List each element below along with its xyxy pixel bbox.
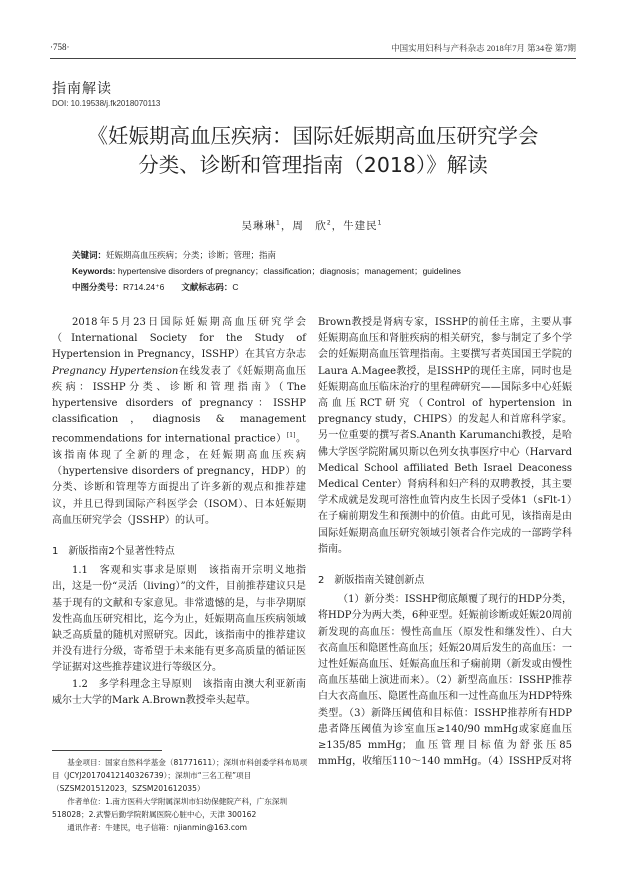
heading-section-1: 1 新版指南2个显著性特点 (52, 545, 175, 557)
footnote-funding: 基金项目：国家自然科学基金（81771611）；深圳市科创委学科布局项目（JCYJ20170412140326739）；深圳市“三名工程”项目（SZSM201512023，SZSM201612035） (52, 758, 308, 793)
author-3: ，牛建民 (331, 220, 378, 232)
doi: DOI: 10.19538/j.fk2018070113 (52, 99, 161, 108)
paragraph-1-2: 1.2 多学科理念主导原则 该指南由澳大利亚新南威尔士大学的Mark A.Brown教授牵头起草。 (52, 678, 306, 706)
page-number: ·758· (50, 42, 70, 52)
footnote-rule (52, 750, 162, 751)
section-label: 指南解读 (52, 81, 112, 97)
title-line-1: 《妊娠期高血压疾病：国际妊娠期高血压研究学会 (87, 124, 539, 148)
heading-section-2: 2 新版指南关键创新点 (318, 575, 425, 587)
author-2: ，周 欣 (280, 220, 327, 232)
footnotes (52, 756, 308, 834)
reference-marker[interactable]: [1] (286, 432, 296, 440)
author-3-affil: 1 (377, 219, 383, 227)
article-title (50, 122, 576, 180)
keywords-en: Keywords: hypertensive disorders of pregnancy；classification；diagnosis；management；guidelines (72, 266, 461, 276)
header-rule (50, 58, 576, 59)
right-column (318, 315, 572, 770)
title-line-2: 分类、诊断和管理指南（2018）》解读 (138, 153, 488, 177)
author-1: 吴琳琳 (241, 220, 276, 232)
paragraph-innovations: （1）新分类：ISSHP彻底颠覆了现行的HDP分类，将HDP分为两大类，6种亚型。妊娠前诊断或妊娠20周前新发现的高血压：慢性高血压（原发性和继发性）、白大衣高血压和隐匿性高血压；妊娠20周后发生的高血压：一过性妊娠高血压、妊娠高血压和子痫前期（新发或由慢性高血压基础上演进而来）。（2）新型高血压：ISSHP推荐白大衣高血压、隐匿性高血压和一过性高血压为HDP特殊类型。（3）新降压阈值和目标值：ISSHP推荐所有HDP患者降压阈值为诊室血压≥140/90 mmHg或家庭血压≥135/85 mmHg；血压管理目标值为舒张压85 mmHg，收缩压110～140 mmHg。（4）ISSHP反对将 (318, 594, 572, 768)
footnote-corresponding: 通讯作者：牛建民，电子信箱：njianmin@163.com (67, 823, 248, 832)
keywords-cn: 关键词：妊娠期高血压疾病；分类；诊断；管理；指南 (72, 250, 277, 260)
running-header: 中国实用妇科与产科杂志 2018年7月 第34卷 第7期 (391, 43, 576, 53)
footnote-affiliations: 作者单位：1.南方医科大学附属深圳市妇幼保健院产科，广东深圳 518028；2.武警后勤学院附属医院心脏中心，天津 300162 (52, 797, 288, 819)
left-column (52, 315, 306, 709)
paragraph-1-1: 1.1 客观和实事求是原则 该指南开宗明义地指出，这是一份“灵活（living）”的文件，目前推荐建议只是基于现有的文献和专家意见。非常遗憾的是，与非孕期原发性高血压研究相比，迄今为止，妊娠期高血压疾病领域缺乏高质量的随机对照研究。因此，该指南中的推荐建议并没有进行分级，寄希望于未来能有更多高质量的循证医学证据对这些推荐建议进行等级区分。 (52, 565, 306, 674)
author-1-affil: 1 (276, 219, 281, 227)
author-2-affil: 2 (326, 219, 332, 227)
intro-paragraph: 2018年5月23日国际妊娠期高血压研究学会（International Society for the Study of Hypertension in Pregnancy，ISSHP）在其官方杂志Pregnancy Hypertension在线发表了《妊娠期高血压疾病：ISSHP分类、诊断和管理指南》（The hypertensive disorders of pregnancy：ISSHP classification，diagnosis & management recommendations for international practice）[1]。该指南体现了全新的理念，在妊娠期高血压疾病（hypertensive disorders of pregnancy，HDP）的分类、诊断和管理等方面提出了许多新的观点和推荐建议，并且已得到国际产科医学会（ISOM）、日本妊娠期高血压研究学会（JSSHP）的认可。 (52, 317, 306, 526)
paragraph-authors-background: Brown教授是肾病专家，ISSHP的前任主席，主要从事妊娠期高血压和肾脏疾病的相关研究，参与制定了多个学会的妊娠期高血压管理指南。主要撰写者英国国王学院的Laura A.Magee教授，是ISSHP的现任主席，同时也是妊娠期高血压临床治疗的里程碑研究——国际多中心妊娠高血压RCT研究（Control of hypertension in pregnancy study，CHIPS）的发起人和首席科学家。另一位重要的撰写者S.Ananth Karumanchi教授，是哈佛大学医学院附属贝斯以色列女执事医疗中心（Harvard Medical School affiliated Beth Israel Deaconess Medical Center）肾病科和妇产科的双聘教授，其主要学术成就是发现可溶性血管内皮生长因子受体1（sFlt-1）在子痫前期发生和预测中的价值。由此可见，该指南是由国际妊娠期高血压研究领域引领者合作完成的一部跨学科指南。 (318, 317, 572, 555)
classification-line: 中图分类号：R714.24⁺6 文献标志码：C (72, 282, 239, 292)
author-list (0, 218, 624, 233)
